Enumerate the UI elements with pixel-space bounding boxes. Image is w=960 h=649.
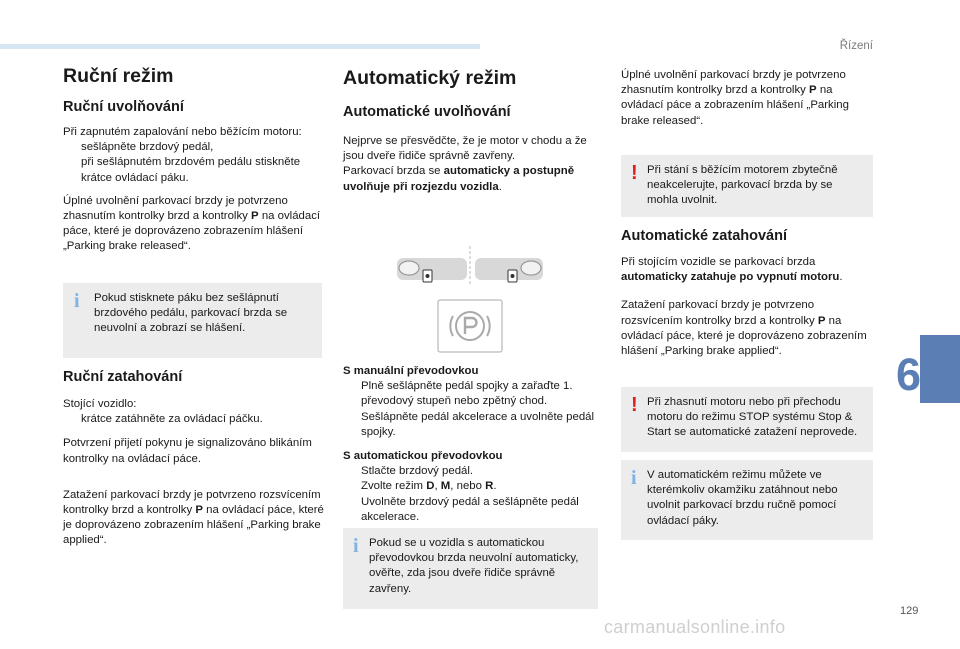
text-part: na ovládací páce, které je doprovázeno zobrazením hlášení „Parking brake applied“. <box>63 504 324 547</box>
steering-wheel-left-icon <box>397 258 467 282</box>
text-part: Při stojícím vozidle se parkovací brzda <box>621 256 816 268</box>
watermark: carmanualsonline.info <box>604 617 786 637</box>
text-part: na ovládací páce a zobrazením hlášení „Parking brake released“. <box>621 84 849 127</box>
automatic-release-info <box>343 164 595 194</box>
automatic-apply-confirmation <box>621 298 873 359</box>
list-item <box>63 155 325 185</box>
bullet-icon <box>343 464 361 479</box>
bullet-icon <box>63 140 81 155</box>
indicator-p-label: P <box>809 84 817 97</box>
info-note-manual-override <box>621 460 873 540</box>
note-text: Při stání s běžícím motorem zbytečně neakcelerujte, parkovací brzda by se mohla uvolnit. <box>647 164 838 207</box>
list-item <box>63 412 325 427</box>
parking-brake-p-icon <box>438 300 502 352</box>
bullet-icon <box>343 479 361 494</box>
manual-gearbox-step-2: Sešlápněte pedál akcelerace a uvolněte pedál spojky. <box>361 410 595 438</box>
info-icon: i <box>353 535 359 557</box>
info-note-manual-release <box>63 283 322 358</box>
page-number: 129 <box>900 605 919 617</box>
gear-d-label: D <box>426 480 435 493</box>
heading-automatic-apply: Automatické zatahování <box>621 228 787 244</box>
bullet-icon <box>63 412 81 427</box>
text-part: Zvolte režim <box>361 480 424 493</box>
chapter-title: Řízení <box>839 40 873 52</box>
heading-manual-apply: Ruční zatahování <box>63 369 183 385</box>
automatic-release-check: Nejprve se přesvědčte, že je motor v chodu a že jsou dveře řidiče správně zavřeny. <box>343 135 587 163</box>
bullet-icon <box>63 155 81 185</box>
bullet-icon <box>343 379 361 409</box>
text-part: Zatažení parkovací brzdy je potvrzeno rozsvícením kontrolky brzd a kontrolky <box>63 488 321 517</box>
left-column-lower <box>63 367 325 549</box>
indicator-p-label: P <box>817 314 826 327</box>
text-part: . <box>493 480 497 493</box>
text-part: Parkovací brzda se <box>343 165 441 178</box>
manual-gearbox-step-1: Plně sešlápněte pedál spojky a zařaďte 1. převodový stupeň nebo zpětný chod. <box>361 380 573 408</box>
heading-manual-release: Ruční uvolňování <box>63 99 184 115</box>
note-text: Pokud stisknete páku bez sešlápnutí brzdového pedálu, parkovací brzda se neuvolní a zobrazí se hlášení. <box>94 292 288 335</box>
automatic-apply-info <box>621 255 873 285</box>
list-item <box>343 479 595 494</box>
manual-release-confirmation <box>63 194 325 255</box>
right-column <box>621 68 873 129</box>
automatic-gearbox-step-2 <box>361 479 497 494</box>
list-item <box>63 140 325 155</box>
automatic-gearbox-step-3: Uvolněte brzdový pedál a sešlápněte pedál akcelerace. <box>361 495 579 523</box>
warning-icon: ! <box>631 394 638 416</box>
heading-automatic-release: Automatické uvolňování <box>343 104 511 120</box>
note-text: Při zhasnutí motoru nebo při přechodu motoru do režimu STOP systému Stop & Start se automatické zatažení neprovede. <box>647 396 858 439</box>
bullet-icon <box>343 410 361 440</box>
list-item <box>343 495 595 525</box>
section-title-automatic-mode: Automatický režim <box>343 67 517 89</box>
text-part: na ovládací páce, které je doprovázeno zobrazením hlášení „Parking brake released“. <box>63 210 321 253</box>
manual-apply-signal: Potvrzení přijetí pokynu je signalizováno blikáním kontrolky na ovládací páce. <box>63 437 312 465</box>
steering-wheel-right-icon <box>475 258 543 282</box>
left-column <box>63 64 325 255</box>
chapter-tab <box>920 335 960 403</box>
indicator-p-label: P <box>195 504 203 517</box>
list-item <box>343 464 595 479</box>
list-item <box>343 410 595 440</box>
middle-column-lower <box>343 364 595 525</box>
manual-release-step-2: při sešlápnutém brzdovém pedálu stiskněte krátce ovládací páku. <box>81 156 301 184</box>
info-icon: i <box>631 467 637 489</box>
chapter-number: 6 <box>896 349 922 400</box>
middle-column <box>343 66 595 195</box>
text-part-bold: automaticky zatahuje po vypnutí motoru <box>621 271 840 284</box>
right-column-middle <box>621 226 873 359</box>
note-text: V automatickém režimu můžete ve kterémkoliv okamžiku zatáhnout nebo uvolnit parkovací brzdu ručně pomocí ovládací páky. <box>647 469 838 527</box>
bullet-icon <box>343 495 361 525</box>
manual-release-intro: Při zapnutém zapalování nebo běžícím motoru: <box>63 126 302 138</box>
manual-apply-step-1: krátce zatáhněte za ovládací páčku. <box>81 413 263 426</box>
automatic-gearbox-step-1: Stlačte brzdový pedál. <box>361 465 474 478</box>
text-part: Zatažení parkovací brzdy je potvrzeno rozsvícením kontrolky brzd a kontrolky <box>621 299 815 327</box>
manual-apply-intro: Stojící vozidlo: <box>63 398 137 410</box>
text-part: , nebo <box>450 480 482 493</box>
warning-icon: ! <box>631 162 638 184</box>
info-icon: i <box>74 290 80 312</box>
heading-manual-gearbox: S manuální převodovkou <box>343 365 479 377</box>
warning-note-idle <box>621 155 873 217</box>
heading-automatic-gearbox: S automatickou převodovkou <box>343 450 503 463</box>
section-title-manual-mode: Ruční režim <box>63 65 174 87</box>
list-item <box>343 379 595 409</box>
note-text: Pokud se u vozidla s automatickou převodovkou brzda neuvolní automaticky, ověřte, zda jsou dveře řidiče správně zavřeny. <box>369 537 579 595</box>
warning-note-stop-start <box>621 387 873 452</box>
text-part: , <box>434 480 438 493</box>
gear-m-label: M <box>440 480 451 493</box>
parking-brake-illustration <box>395 246 545 356</box>
text-part: Úplné uvolnění parkovací brzdy je potvrzeno zhasnutím kontrolky brzd a kontrolky <box>63 194 288 223</box>
automatic-release-confirmation <box>621 68 873 129</box>
text-part: . <box>498 180 502 193</box>
text-part: . <box>839 271 843 284</box>
text-part: na ovládací páce, které je doprovázeno zobrazením hlášení „Parking brake applied“. <box>621 314 867 358</box>
text-part-bold: automaticky a postupně uvolňuje při rozjezdu vozidla <box>343 165 575 193</box>
indicator-p-label: P <box>251 210 259 223</box>
text-part: Úplné uvolnění parkovací brzdy je potvrzeno zhasnutím kontrolky brzd a kontrolky <box>621 69 846 97</box>
manual-apply-confirmation <box>63 488 325 549</box>
gear-r-label: R <box>485 480 494 493</box>
header-accent-bar <box>0 44 480 49</box>
manual-release-step-1: sešlápněte brzdový pedál, <box>81 141 214 154</box>
info-note-automatic-gearbox <box>343 528 598 609</box>
